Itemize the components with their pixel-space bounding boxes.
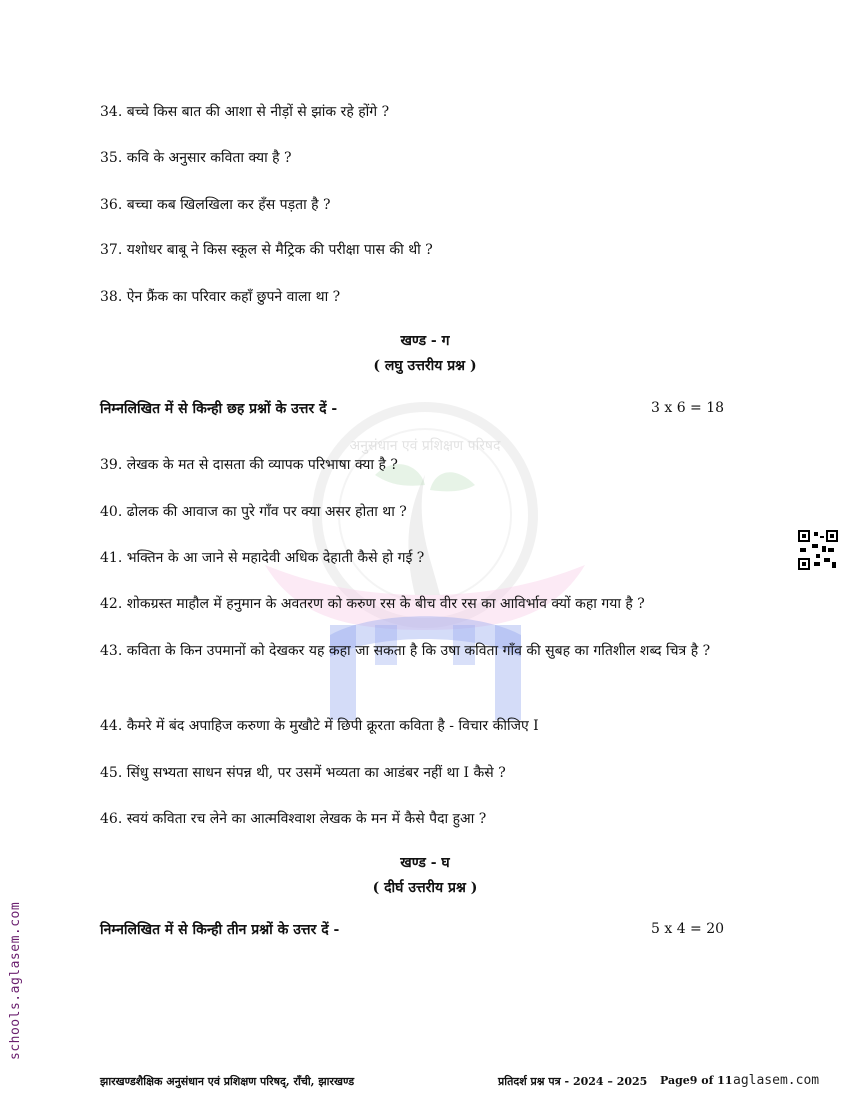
section-g-instruction: निम्नलिखित में से किन्ही छह प्रश्नों के उत्तर दें - [100, 401, 338, 417]
question-43: 43. कविता के किन उपमानों को देखकर यह कहा जा सकता है कि उषा कविता गाँव की सुबह का गतिशील शब्द चित्र है ? [100, 643, 711, 659]
footer-page-number: Page9 of 11 [660, 1074, 733, 1087]
question-35: 35. कवि के अनुसार कविता क्या है ? [100, 150, 292, 166]
question-44: 44. कैमरे में बंद अपाहिज करुणा के मुखौटे में छिपी क्रूरता कविता है - विचार कीजिए I [100, 718, 539, 734]
footer-paper-title: प्रतिदर्श प्रश्न पत्र - 2024 – 2025 [498, 1075, 648, 1088]
section-g-title: खण्ड - ग [400, 333, 450, 349]
section-g-subtitle: ( लघु उत्तरीय प्रश्न ) [373, 358, 477, 374]
footer-council-name: झारखण्डशैक्षिक अनुसंधान एवं प्रशिक्षण परिषद्, राँची, झारखण्ड [100, 1075, 355, 1088]
watermark-text: अनुसंधान एवं प्रशिक्षण परिषद [349, 438, 501, 454]
question-42: 42. शोकग्रस्त माहौल में हनुमान के अवतरण को करुण रस के बीच वीर रस का आविर्भाव क्यों कहा गया है ? [100, 596, 645, 612]
section-gh-instruction: निम्नलिखित में से किन्ही तीन प्रश्नों के उत्तर दें - [100, 922, 340, 938]
question-38: 38. ऐन फ्रैंक का परिवार कहाँ छुपने वाला था ? [100, 289, 341, 305]
section-g-marks: 3 x 6 = 18 [651, 400, 725, 416]
section-gh-marks: 5 x 4 = 20 [651, 921, 725, 937]
question-41: 41. भक्तिन के आ जाने से महादेवी अधिक देहाती कैसे हो गई ? [100, 550, 425, 566]
question-37: 37. यशोधर बाबू ने किस स्कूल से मैट्रिक की परीक्षा पास की थी ? [100, 242, 433, 258]
question-45: 45. सिंधु सभ्यता साधन संपन्न थी, पर उसमें भव्यता का आडंबर नहीं था I कैसे ? [100, 765, 506, 781]
brand-text: aglasem.com [733, 1073, 820, 1088]
section-gh-subtitle: ( दीर्घ उत्तरीय प्रश्न ) [372, 880, 478, 896]
question-46: 46. स्वयं कविता रच लेने का आत्मविश्वाश लेखक के मन में कैसे पैदा हुआ ? [100, 811, 487, 827]
side-website-text: schools.aglasem.com [8, 901, 23, 1060]
question-39: 39. लेखक के मत से दासता की व्यापक परिभाषा क्या है ? [100, 457, 398, 473]
section-gh-title: खण्ड - घ [400, 855, 450, 871]
question-40: 40. ढोलक की आवाज का पुरे गाँव पर क्या असर होता था ? [100, 504, 407, 520]
question-34: 34. बच्चे किस बात की आशा से नीड़ों से झांक रहे होंगे ? [100, 104, 390, 120]
question-36: 36. बच्चा कब खिलखिला कर हँस पड़ता है ? [100, 197, 331, 213]
qr-code-icon [798, 530, 838, 570]
